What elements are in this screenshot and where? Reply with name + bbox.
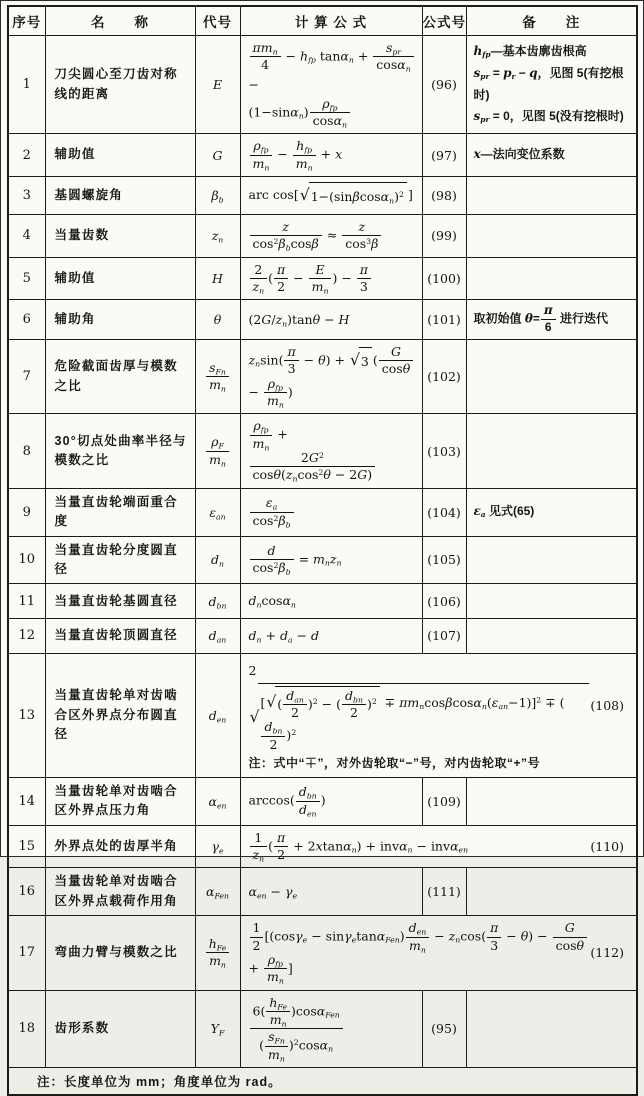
cell-formula-number: (111) xyxy=(422,868,466,916)
cell-row-number: 13 xyxy=(8,653,45,777)
formula-expression: $\frac{1}{2}$ [(cosγ$_e$ − sinγ$_e$tanα$_{Fen}$) $\frac{d_{en}}{m_n}$ − $z_n\cos$( $\frac{\pi}{3}$ − θ) − $\frac{G}{\cos\theta}$ + $\frac{\rho_{fp}}{m_n}$ ] xyxy=(249,921,591,985)
cell-formula xyxy=(240,653,637,777)
cell-remark xyxy=(466,214,637,257)
cell-symbol: $\alpha_{Fen}$ xyxy=(195,868,240,916)
formula-expression: $\frac{1}{z_n}$ ( $\frac{\pi}{2}$ + 2xtanα$_n$) + invα$_n$ − invα$_{en}$ xyxy=(249,831,469,863)
formula-number: (110) xyxy=(590,838,624,854)
footer-row xyxy=(8,1068,637,1096)
cell-formula: $\frac{z}{\cos^2\beta_b\cos\beta}$ ≈ $\frac{z}{\cos^3\beta}$ xyxy=(240,214,422,257)
table-row xyxy=(8,825,637,868)
cell-row-number: 18 xyxy=(8,990,45,1068)
cell-row-number: 16 xyxy=(8,868,45,916)
cell-symbol: $\varepsilon_{an}$ xyxy=(195,488,240,536)
cell-row-number: 1 xyxy=(8,36,45,134)
table-row xyxy=(8,653,637,777)
cell-formula-number: (106) xyxy=(422,584,466,619)
cell-formula-number: (105) xyxy=(422,536,466,584)
cell-name: 当量齿数 xyxy=(45,214,195,257)
table-row xyxy=(8,339,637,414)
cell-row-number: 10 xyxy=(8,536,45,584)
formula-line xyxy=(249,831,633,863)
sqrt-radical: √ xyxy=(299,185,310,204)
formula-line xyxy=(249,659,633,752)
cell-symbol: $\frac{h_{Fe}}{m_n}$ xyxy=(195,916,240,991)
cell-name: 当量直齿轮端面重合度 xyxy=(45,488,195,536)
cell-symbol: $d_{bn}$ xyxy=(195,584,240,619)
table-row xyxy=(8,257,637,300)
cell-name: 当量直齿轮分度圆直径 xyxy=(45,536,195,584)
cell-name: 辅助角 xyxy=(45,300,195,340)
cell-row-number: 7 xyxy=(8,339,45,414)
table-row xyxy=(8,619,637,654)
cell-formula-number: (104) xyxy=(422,488,466,536)
table-row xyxy=(8,990,637,1068)
formula-line xyxy=(249,921,633,985)
table-row xyxy=(8,536,637,584)
cell-formula-number: (107) xyxy=(422,619,466,654)
cell-remark xyxy=(466,584,637,619)
formula-table xyxy=(7,5,638,1096)
cell-name: 刀尖圆心至刀齿对称线的距离 xyxy=(45,36,195,134)
cell-name: 当量直齿轮顶圆直径 xyxy=(45,619,195,654)
units-note: 注：长度单位为 mm；角度单位为 rad。 xyxy=(8,1068,637,1096)
cell-name: 外界点处的齿厚半角 xyxy=(45,825,195,868)
header-remark: 备 注 xyxy=(466,6,637,36)
cell-symbol: E xyxy=(195,36,240,134)
table-header xyxy=(8,6,637,36)
header-symbol: 代号 xyxy=(195,6,240,36)
cell-remark: $h_{fp}—$基本齿廓齿根高 $s_{pr} = p_r - q$，见图 5(有挖根时) $s_{pr} = 0$，见图 5(没有挖根时) xyxy=(466,36,637,134)
cell-formula xyxy=(240,916,637,991)
cell-formula-number: (100) xyxy=(422,257,466,300)
cell-row-number: 3 xyxy=(8,177,45,215)
table-row xyxy=(8,868,637,916)
cell-formula-number: (99) xyxy=(422,214,466,257)
cell-remark xyxy=(466,339,637,414)
formula-number: (108) xyxy=(590,697,624,713)
formula-note: 注：式中“∓”，对外齿轮取“−”号，对内齿轮取“+”号 xyxy=(248,756,541,771)
cell-row-number: 9 xyxy=(8,488,45,536)
cell-remark xyxy=(466,177,637,215)
cell-row-number: 8 xyxy=(8,414,45,489)
cell-symbol: $\alpha_{en}$ xyxy=(195,777,240,825)
cell-remark: $\varepsilon_a$ 见式(65) xyxy=(466,488,637,536)
cell-formula: $\frac{\rho_{fp}}{m_n}$ + $\frac{2G^2}{\cos\theta(z_n\cos^2\theta - 2G)}$ xyxy=(240,414,422,489)
cell-formula: $\frac{d}{\cos^2\beta_b}$ = $m_nz_n$ xyxy=(240,536,422,584)
cell-formula: arccos( $\frac{d_{bn}}{d_{en}}$ ) xyxy=(240,777,422,825)
cell-row-number: 12 xyxy=(8,619,45,654)
table-row xyxy=(8,777,637,825)
cell-formula: $\frac{2}{z_n}$ ( $\frac{\pi}{2}$ − $\frac{E}{m_n}$ ) − $\frac{\pi}{3}$ xyxy=(240,257,422,300)
cell-symbol: H xyxy=(195,257,240,300)
cell-remark xyxy=(466,257,637,300)
cell-symbol: $\frac{s_{Fn}}{m_n}$ xyxy=(195,339,240,414)
cell-remark xyxy=(466,990,637,1068)
cell-remark: x—法向变位系数 xyxy=(466,134,637,177)
header-formula: 计 算 公 式 xyxy=(240,6,422,36)
header-row-number: 序号 xyxy=(8,6,45,36)
table-row xyxy=(8,300,637,340)
cell-formula-number: (98) xyxy=(422,177,466,215)
cell-name: 辅助值 xyxy=(45,134,195,177)
cell-formula: 6( $\frac{h_{Fe}}{m_n}$ )cosα$_{Fen}$ ( $\frac{s_{Fn}}{m_n}$ )$^2$cosα$_n$ xyxy=(240,990,422,1068)
cell-formula: arc cos[ √ $1-(\sin\beta\cos\alpha_n)^2$ ] xyxy=(240,177,422,215)
header-formula-number: 公式号 xyxy=(422,6,466,36)
table-body xyxy=(8,36,637,1068)
table-row xyxy=(8,177,637,215)
cell-formula: $z_n\sin$( $\frac{\pi}{3}$ − θ) + √ 3 ( $\frac{G}{\cos\theta}$ − $\frac{\rho_{fp}}{m_n}$ ) xyxy=(240,339,422,414)
cell-formula: $d_n + d_a - d$ xyxy=(240,619,422,654)
cell-formula: $\alpha_{en} - \gamma_e$ xyxy=(240,868,422,916)
cell-symbol: $\gamma_e$ xyxy=(195,825,240,868)
cell-symbol: θ xyxy=(195,300,240,340)
cell-row-number: 11 xyxy=(8,584,45,619)
table-row xyxy=(8,214,637,257)
cell-remark xyxy=(466,777,637,825)
cell-remark: 取初始值 θ= $\frac{\pi}{6}$ 进行迭代 xyxy=(466,300,637,340)
cell-symbol: $z_n$ xyxy=(195,214,240,257)
cell-formula: $\frac{\pi m_n}{4}$ − $h_{fp}$ tanα$_n$ + $\frac{s_{pr}}{\cos\alpha_n}$ − (1−sinα$_n$) $\frac{\rho_{fp}}{\cos\alpha_n}$ xyxy=(240,36,422,134)
formula-number: (112) xyxy=(590,945,624,961)
table-row xyxy=(8,36,637,134)
formula-expression: 2 √ [ √ ( $\frac{d_{an}}{2}$ )$^2$ − ( $\frac{d_{bn}}{2}$ )$^2$ ∓ $\pi m_n\cos\beta\cos\alpha_n(\varepsilon_{an}-1)]^2$ ∓ ( $\frac{d_{bn}}{2}$ )$^2$ xyxy=(249,659,591,752)
cell-formula-number: (96) xyxy=(422,36,466,134)
cell-row-number: 4 xyxy=(8,214,45,257)
cell-name: 30°切点处曲率半径与模数之比 xyxy=(45,414,195,489)
cell-remark xyxy=(466,619,637,654)
header-row xyxy=(8,6,637,36)
cell-symbol: $d_n$ xyxy=(195,536,240,584)
cell-formula: $\frac{\varepsilon_a}{\cos^2\beta_b}$ xyxy=(240,488,422,536)
cell-formula: $\frac{\rho_{fp}}{m_n}$ − $\frac{h_{fp}}{m_n}$ + x xyxy=(240,134,422,177)
cell-formula-number: (97) xyxy=(422,134,466,177)
cell-formula: $(2G/z_n)\tan\theta - H$ xyxy=(240,300,422,340)
header-name: 名 称 xyxy=(45,6,195,36)
table-row xyxy=(8,488,637,536)
table-row xyxy=(8,916,637,991)
cell-name: 当量直齿轮基圆直径 xyxy=(45,584,195,619)
cell-row-number: 15 xyxy=(8,825,45,868)
cell-name: 当量直齿轮单对齿啮合区外界点分布圆直径 xyxy=(45,653,195,777)
cell-name: 当量齿轮单对齿啮合区外界点载荷作用角 xyxy=(45,868,195,916)
cell-formula xyxy=(240,825,637,868)
cell-row-number: 5 xyxy=(8,257,45,300)
cell-formula-number: (95) xyxy=(422,990,466,1068)
cell-name: 辅助值 xyxy=(45,257,195,300)
cell-row-number: 2 xyxy=(8,134,45,177)
table-row xyxy=(8,584,637,619)
cell-row-number: 14 xyxy=(8,777,45,825)
table-row xyxy=(8,414,637,489)
cell-name: 弯曲力臂与模数之比 xyxy=(45,916,195,991)
cell-symbol: $d_{en}$ xyxy=(195,653,240,777)
cell-symbol: $d_{an}$ xyxy=(195,619,240,654)
cell-formula-number: (109) xyxy=(422,777,466,825)
cell-formula: $d_n\cos\alpha_n$ xyxy=(240,584,422,619)
table-footer xyxy=(8,1068,637,1096)
cell-row-number: 17 xyxy=(8,916,45,991)
sqrt-radical: √ xyxy=(266,693,277,712)
table-row xyxy=(8,134,637,177)
cell-row-number: 6 xyxy=(8,300,45,340)
cell-remark xyxy=(466,536,637,584)
cell-symbol: $\frac{\rho_F}{m_n}$ xyxy=(195,414,240,489)
cell-symbol: G xyxy=(195,134,240,177)
cell-symbol: $Y_F$ xyxy=(195,990,240,1068)
cell-formula-number: (103) xyxy=(422,414,466,489)
sqrt-radical: √ xyxy=(349,350,360,369)
sqrt-radical: √ xyxy=(249,707,260,726)
cell-remark xyxy=(466,868,637,916)
cell-name: 危险截面齿厚与模数之比 xyxy=(45,339,195,414)
cell-symbol: $\beta_b$ xyxy=(195,177,240,215)
cell-formula-number: (101) xyxy=(422,300,466,340)
cell-name: 齿形系数 xyxy=(45,990,195,1068)
cell-remark xyxy=(466,414,637,489)
cell-name: 当量齿轮单对齿啮合区外界点压力角 xyxy=(45,777,195,825)
cell-formula-number: (102) xyxy=(422,339,466,414)
cell-name: 基圆螺旋角 xyxy=(45,177,195,215)
